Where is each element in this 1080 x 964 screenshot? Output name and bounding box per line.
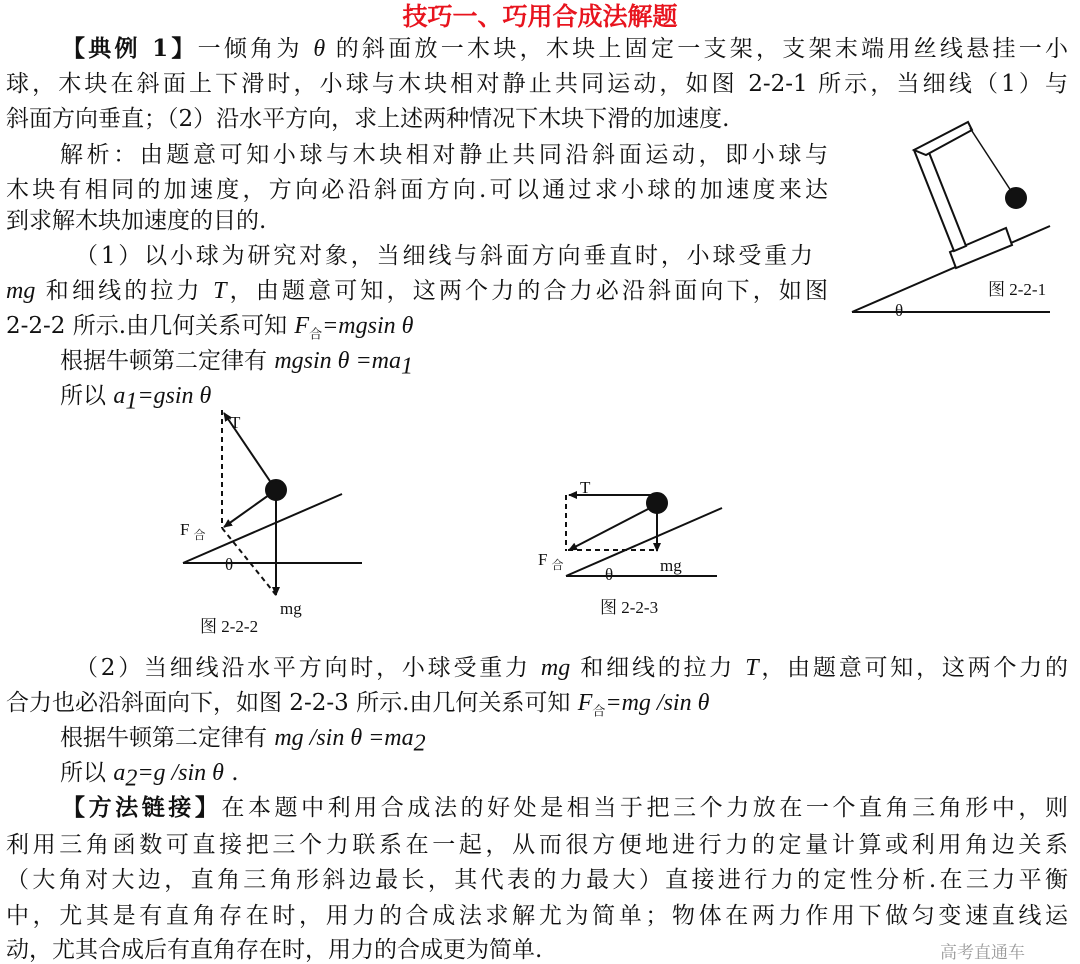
text: 所以 xyxy=(60,760,114,786)
example-line-3: 斜面方向垂直；（2）沿水平方向，求上述两种情况下木块下滑的加速度. xyxy=(6,106,730,132)
method-tag: 【方法链接】 xyxy=(62,794,222,821)
example-line-2: 球，木块在斜面上下滑时，小球与木块相对静止共同运动，如图 2-2-1 所示，当细线（1）与 xyxy=(6,71,1068,97)
math: F xyxy=(577,690,593,716)
math: 合 xyxy=(309,327,323,343)
math: mg xyxy=(540,655,571,681)
text: ，由题意可知，这两个力的合力必沿斜面向下，如图 xyxy=(226,278,828,304)
method-line: 利用三角函数可直接把三个力联系在一起，从而很方便地进行力的定量计算或利用角边关系 xyxy=(6,832,1068,858)
figure-caption: 图 2-2-3 xyxy=(600,598,659,617)
theta-label: θ xyxy=(225,555,234,574)
analysis-line: （1）以小球为研究对象，当细线与斜面方向垂直时，小球受重力 xyxy=(75,243,813,269)
text: 2-2-2 所示.由几何关系可知 xyxy=(6,313,295,339)
resultant-label: F $_合$ xyxy=(180,520,206,542)
math: T xyxy=(213,278,227,304)
text: 的斜面放一木块，木块上固定一支架，支架末端用丝线悬挂一小 xyxy=(325,36,1069,62)
text: 合力也必沿斜面向下，如图 2-2-3 所示.由几何关系可知 xyxy=(6,690,578,716)
text: 所以 xyxy=(60,383,114,409)
math: =g /sin θ xyxy=(137,760,224,786)
analysis-line xyxy=(6,688,709,728)
text: . xyxy=(223,760,239,786)
figure-caption: 图 2-2-1 xyxy=(988,280,1047,299)
math: a xyxy=(113,760,126,786)
math: 2 xyxy=(413,730,426,757)
analysis-line: 到求解木块加速度的目的. xyxy=(6,208,267,234)
gravity-label: mg xyxy=(660,556,682,575)
math: F xyxy=(294,313,310,339)
math: 合 xyxy=(592,704,606,720)
ball-icon xyxy=(1006,188,1026,208)
math: =gsin θ xyxy=(137,383,212,409)
method-line xyxy=(62,793,1068,823)
text: 一倾角为 xyxy=(197,36,314,62)
tension-label: T xyxy=(230,413,241,432)
method-line: （大角对大边，直角三角形斜边最长，其代表的力最大）直接进行力的定性分析.在三力平衡 xyxy=(6,867,1068,893)
math: mg xyxy=(6,278,36,304)
theta-label: θ xyxy=(605,565,614,584)
analysis-line xyxy=(60,723,426,759)
watermark: 高考直通车 xyxy=(940,943,1025,963)
math: mg /sin θ =ma xyxy=(274,725,414,751)
figure-caption: 图 2-2-2 xyxy=(200,617,259,636)
analysis-line xyxy=(75,653,1068,683)
analysis-line xyxy=(60,758,239,794)
math: =mgsin θ xyxy=(322,313,414,339)
text: 和细线的拉力 xyxy=(35,278,214,304)
math: a xyxy=(113,383,126,409)
math: θ xyxy=(313,36,326,62)
text: （2）当细线沿水平方向时，小球受重力 xyxy=(75,655,541,681)
analysis-line: 木块有相同的加速度，方向必沿斜面方向.可以通过求小球的加速度来达 xyxy=(6,177,828,203)
math: mgsin θ =ma xyxy=(274,348,401,374)
method-line: 动，尤其合成后有直角存在时，用力的合成更为简单. xyxy=(6,937,543,963)
page-title: 技巧一、巧用合成法解题 xyxy=(402,2,678,31)
math: T xyxy=(745,655,759,681)
resultant-label: F $_合$ xyxy=(538,550,564,572)
math: 1 xyxy=(400,353,413,380)
text: 根据牛顿第二定律有 xyxy=(60,725,275,751)
figure-2-2-3 xyxy=(566,493,722,576)
math: 2 xyxy=(125,765,138,792)
text: 在本题中利用合成法的好处是相当于把三个力放在一个直角三角形中，则 xyxy=(221,795,1069,821)
method-line: 中，尤其是有直角存在时，用力的合成法求解尤为简单；物体在两力作用下做匀变速直线运 xyxy=(6,903,1068,929)
math: 1 xyxy=(125,388,138,415)
math: =mg /sin θ xyxy=(605,690,710,716)
text: ，由题意可知，这两个力的 xyxy=(758,655,1069,681)
gravity-label: mg xyxy=(280,599,302,618)
text: 和细线的拉力 xyxy=(570,655,746,681)
tension-label: T xyxy=(580,478,591,497)
text: 根据牛顿第二定律有 xyxy=(60,348,275,374)
analysis-line: 解析：由题意可知小球与木块相对静止共同沿斜面运动，即小球与 xyxy=(60,142,828,168)
figure-2-2-2 xyxy=(183,410,362,595)
example-tag: 【典例 1】 xyxy=(62,35,198,62)
theta-label: θ xyxy=(895,301,904,320)
